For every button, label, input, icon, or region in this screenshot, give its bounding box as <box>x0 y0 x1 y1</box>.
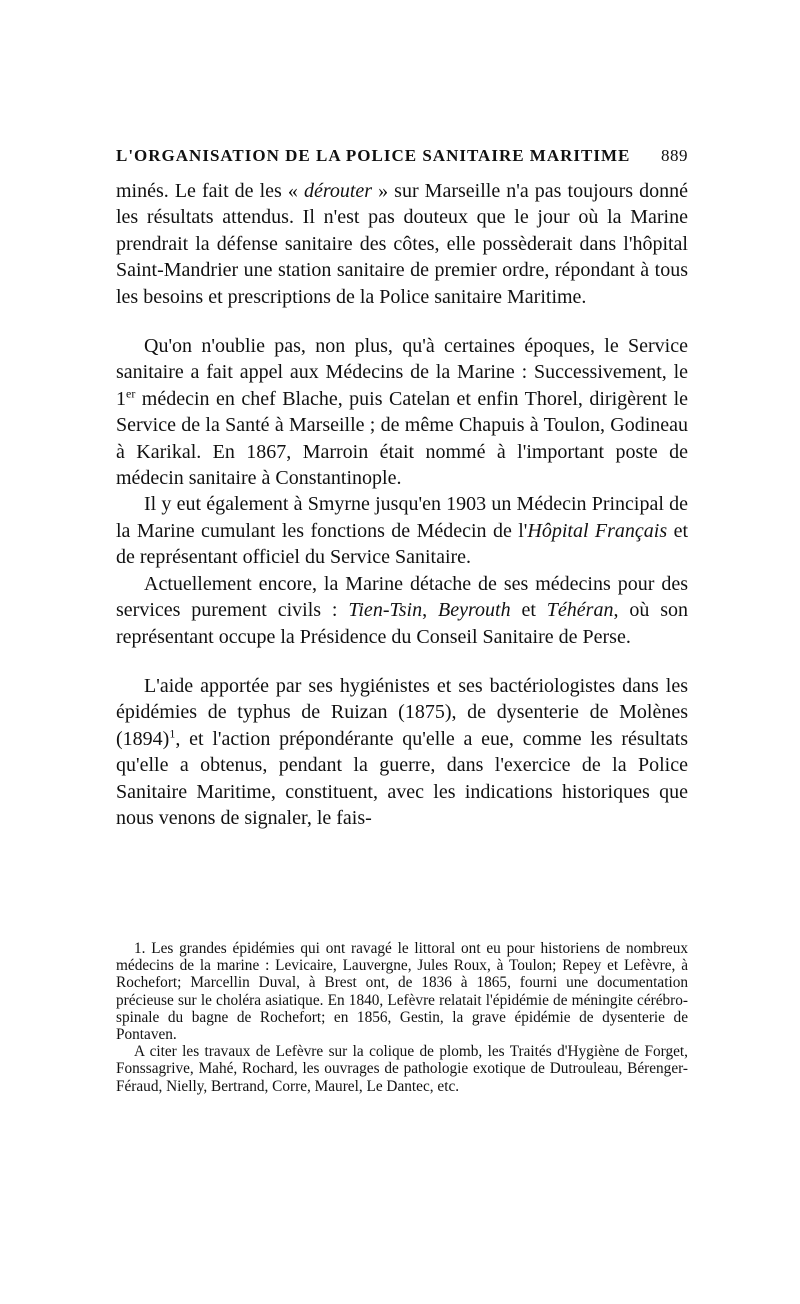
italic-term: dérouter <box>303 180 373 202</box>
text-run: » sur Marseille n'a pas toujours donné les résultats attendus. Il n'est pas douteux que le jour où la Marine prendrait la défense sanitaire des côtes, elle possèderait dans l'hôpital Saint-Mandrier une station sanitaire de premier ordre, répondant à tous les besoins et prescriptions de la Police sanitaire Maritime. <box>116 180 688 308</box>
paragraph-3 <box>116 491 688 570</box>
text-run: Qu'on n'oublie pas, non plus, qu'à certaines époques, le Service sanitaire a fait appel aux Médecins de la Marine : Successivement, le 1 <box>116 335 688 410</box>
superscript: er <box>126 386 136 401</box>
text-run: Actuellement encore, la Marine détache de ses médecins pour des services purement civils : <box>116 572 688 622</box>
running-title: L'ORGANISATION DE LA POLICE SANITAIRE MARITIME <box>116 146 631 165</box>
footnote-ref[interactable]: 1 <box>169 726 176 741</box>
text-run: médecin en chef Blache, puis Catelan et enfin Thorel, dirigèrent le Service de la Santé à Marseille ; de même Chapuis à Toulon, Godineau à Karikal. En 1867, Marroin était nommé à l'important poste de médecin sanitaire à Constantinople. <box>116 387 688 490</box>
italic-term: Hôpital Français <box>527 519 668 542</box>
text-run: et de représentant officiel du Service Sanitaire. <box>116 519 688 569</box>
text-run: L'aide apportée par ses hygiénistes et ses bactériologistes dans les épidémies de typhus de Ruizan (1875), de dysenterie de Molènes (1894) <box>116 674 688 750</box>
body-text <box>116 178 688 831</box>
paragraph-1 <box>116 178 688 310</box>
text-run: et <box>510 599 547 622</box>
footnote-1-continued: A citer les travaux de Lefèvre sur la colique de plomb, les Traités d'Hygiène de Forget, Fonssagrive, Mahé, Rochard, les ouvrages de pathologie exotique de Dutrouleau, Bérenger-Féraud, Nielly, Bertrand, Corre, Maurel, Le Dantec, etc. <box>116 1043 688 1095</box>
page-header <box>116 146 688 166</box>
paragraph-2 <box>116 333 688 491</box>
footnote-1: 1. Les grandes épidémies qui ont ravagé le littoral ont eu pour historiens de nombreux médecins de la marine : Levicaire, Lauvergne, Jules Roux, à Toulon; Repey et Lefèvre, à Rochefort; Marcellin Duval, à Brest ont, de 1836 à 1865, fourni une documentation précieuse sur le choléra asiatique. En 1840, Lefèvre relatait l'épidémie de méningite cérébro-spinale du bagne de Rochefort; en 1856, Gestin, la grave épidémie de dysenterie de Pontaven. <box>116 940 688 1044</box>
text-run: Il y eut également à Smyrne jusqu'en 1903 un Médecin Principal de la Marine cumulant les fonctions de Médecin de l' <box>116 493 688 542</box>
page-number: 889 <box>661 146 688 165</box>
italic-place: Beyrouth <box>438 599 511 622</box>
paragraph-4 <box>116 571 688 650</box>
italic-place: Téhéran <box>546 599 614 622</box>
text-run: , où son représentant occupe la Présidence du Conseil Sanitaire de Perse. <box>116 599 689 648</box>
paragraph-5 <box>116 673 688 831</box>
footnotes <box>116 940 688 1095</box>
text-run: minés. Le fait de les « <box>116 180 304 202</box>
text-run: , et l'action prépondérante qu'elle a eue, comme les résultats qu'elle a obtenus, pendant la guerre, dans l'exercice de la Police Sanitaire Maritime, constituent, avec les indications historiques que nous venons de signaler, le fais- <box>116 727 688 829</box>
italic-place: Tien-Tsin <box>348 599 423 622</box>
text-run: , <box>422 599 438 622</box>
